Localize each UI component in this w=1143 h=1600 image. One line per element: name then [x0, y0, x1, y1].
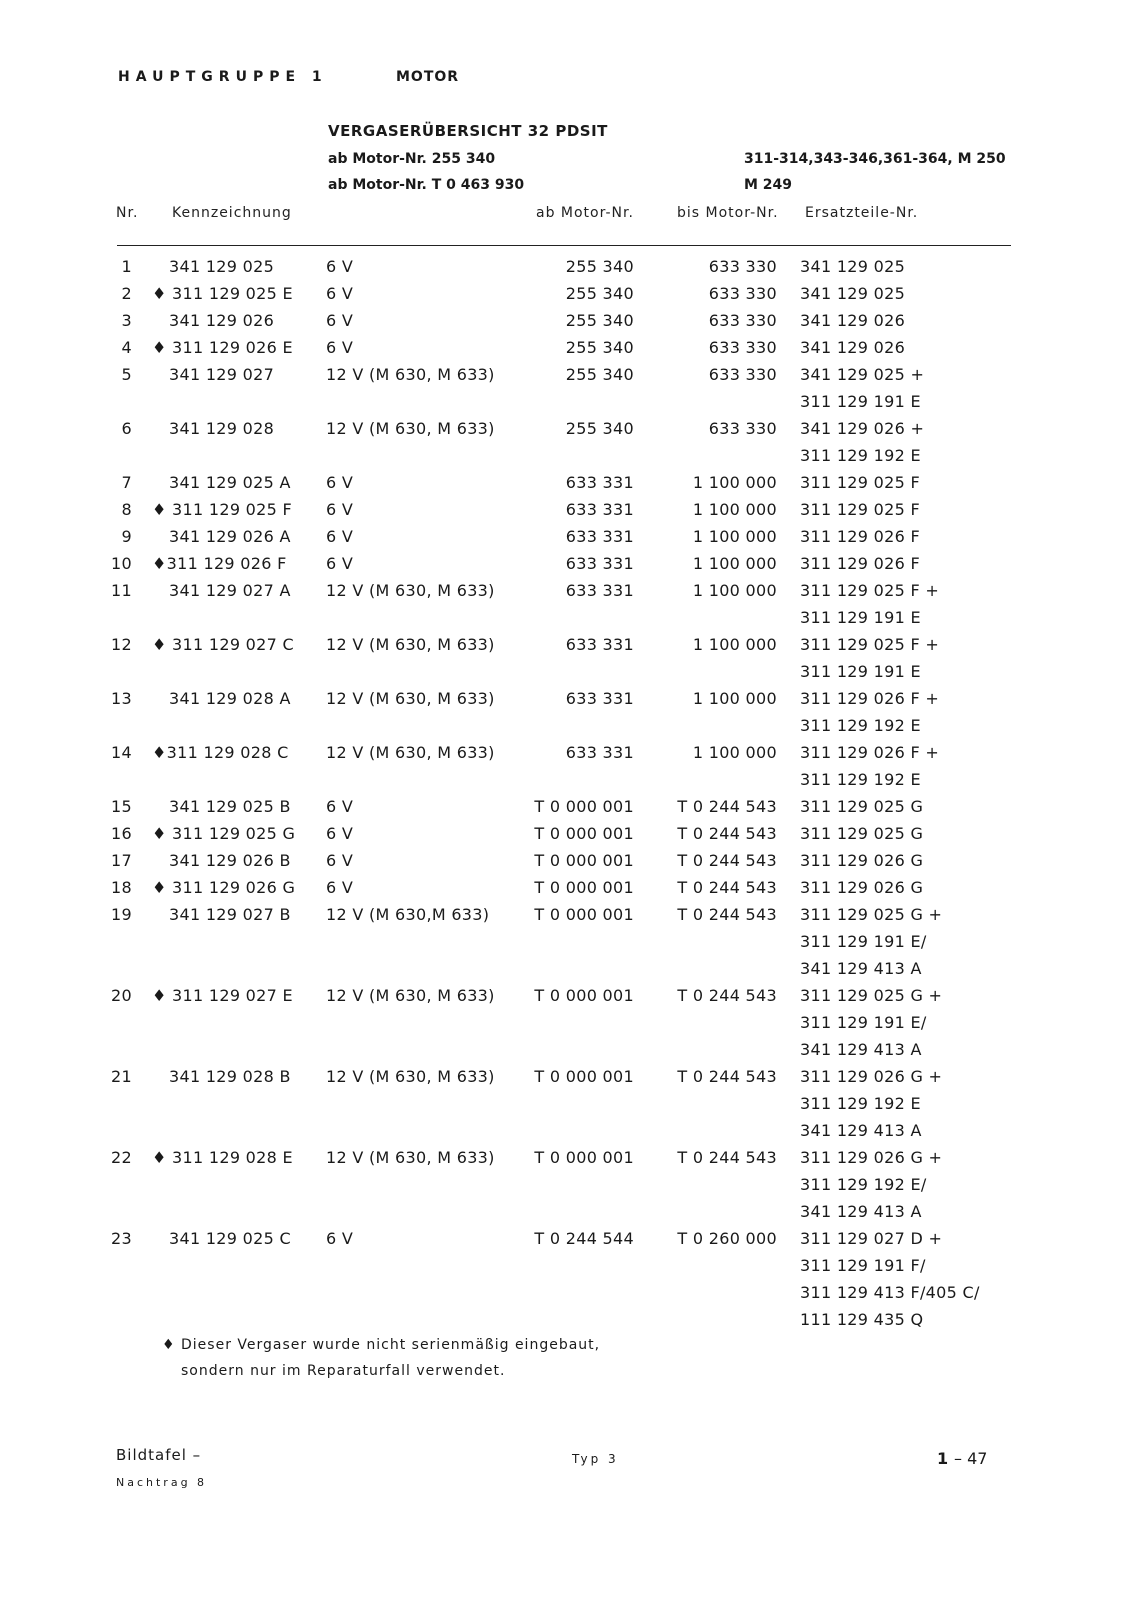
table-row [0, 851, 1143, 878]
ersatzteile-nr: 311 129 191 E [800, 662, 921, 681]
ersatzteile-nr: 341 129 026 [800, 311, 906, 330]
ersatzteile-nr: 311 129 025 G + [800, 905, 943, 924]
row-number: 21 [111, 1067, 132, 1086]
voltage: 6 V [326, 851, 354, 870]
engine-codes-1: 311-314,343-346,361-364, M 250 [744, 151, 1006, 167]
kennzeichnung: 341 129 026 A [169, 527, 291, 546]
bis-motor-nr: T 0 244 543 [677, 824, 777, 843]
kennzeichnung: ♦ 311 129 025 G [152, 824, 296, 843]
col-kennzeichnung: Kennzeichnung [172, 205, 292, 221]
row-number: 1 [121, 257, 132, 276]
ab-motor-nr: 255 340 [565, 311, 634, 330]
row-number: 10 [111, 554, 132, 573]
ersatzteile-nr: 311 129 192 E [800, 446, 921, 465]
ersatzteile-nr: 311 129 025 G + [800, 986, 943, 1005]
kennzeichnung: ♦ 311 129 026 G [152, 878, 296, 897]
voltage: 12 V (M 630, M 633) [326, 365, 495, 384]
ab-motor-nr: T 0 244 544 [534, 1229, 634, 1248]
ersatzteile-nr: 311 129 025 F [800, 500, 920, 519]
kennzeichnung: 341 129 025 C [169, 1229, 291, 1248]
row-number: 3 [121, 311, 132, 330]
ersatzteile-nr: 311 129 191 F/ [800, 1256, 926, 1275]
bis-motor-nr: 633 330 [708, 311, 777, 330]
row-number: 9 [121, 527, 132, 546]
kennzeichnung: ♦311 129 026 F [152, 554, 287, 573]
ersatzteile-nr: 311 129 026 G [800, 851, 924, 870]
ersatzteile-nr: 311 129 191 E/ [800, 932, 927, 951]
ersatzteile-nr: 341 129 025 [800, 257, 906, 276]
row-number: 17 [111, 851, 132, 870]
col-ersatzteile: Ersatzteile-Nr. [805, 205, 919, 221]
table-row [0, 1148, 1143, 1229]
row-number: 8 [121, 500, 132, 519]
ersatzteile-nr: 311 129 026 F + [800, 743, 940, 762]
ab-motor-nr: T 0 000 001 [534, 878, 634, 897]
row-number: 4 [121, 338, 132, 357]
kennzeichnung: ♦ 311 129 026 E [152, 338, 293, 357]
kennzeichnung: 341 129 027 B [169, 905, 291, 924]
document-title: VERGASERÜBERSICHT 32 PDSIT [328, 122, 608, 140]
row-number: 13 [111, 689, 132, 708]
voltage: 12 V (M 630, M 633) [326, 419, 495, 438]
table-row [0, 1067, 1143, 1148]
header-rule [117, 245, 1011, 246]
ab-motor-nr: T 0 000 001 [534, 797, 634, 816]
bis-motor-nr: T 0 244 543 [677, 986, 777, 1005]
table-row [0, 338, 1143, 365]
row-number: 20 [111, 986, 132, 1005]
kennzeichnung: 341 129 027 [169, 365, 275, 384]
ersatzteile-nr: 311 129 025 F + [800, 635, 940, 654]
kennzeichnung: 341 129 026 B [169, 851, 291, 870]
kennzeichnung: ♦ 311 129 025 E [152, 284, 293, 303]
table-row [0, 986, 1143, 1067]
table-row [0, 257, 1143, 284]
ersatzteile-nr: 311 129 026 F + [800, 689, 940, 708]
ab-motor-nr: T 0 000 001 [534, 1067, 634, 1086]
table-row [0, 473, 1143, 500]
footnote-line-1: ♦ Dieser Vergaser wurde nicht serienmäßig eingebaut, [162, 1337, 601, 1353]
voltage: 12 V (M 630, M 633) [326, 635, 495, 654]
ab-motor-nr: 633 331 [565, 500, 634, 519]
row-number: 14 [111, 743, 132, 762]
voltage: 6 V [326, 338, 354, 357]
table-row [0, 635, 1143, 689]
bis-motor-nr: T 0 244 543 [677, 851, 777, 870]
bis-motor-nr: T 0 260 000 [677, 1229, 777, 1248]
ab-motor-nr: T 0 000 001 [534, 824, 634, 843]
ab-motor-nr: 255 340 [565, 257, 634, 276]
ab-motor-nr: T 0 000 001 [534, 905, 634, 924]
col-bis-motor: bis Motor-Nr. [677, 205, 779, 221]
voltage: 6 V [326, 257, 354, 276]
ersatzteile-nr: 311 129 025 G [800, 797, 924, 816]
ersatzteile-nr: 311 129 026 F [800, 554, 920, 573]
table-row [0, 365, 1143, 419]
engine-codes-2: M 249 [744, 177, 793, 193]
bis-motor-nr: 1 100 000 [692, 581, 777, 600]
col-nr: Nr. [116, 205, 139, 221]
ersatzteile-nr: 311 129 192 E [800, 1094, 921, 1113]
group-heading: HAUPTGRUPPE 1 [118, 69, 328, 85]
kennzeichnung: ♦ 311 129 027 E [152, 986, 293, 1005]
kennzeichnung: 341 129 025 [169, 257, 275, 276]
kennzeichnung: 341 129 027 A [169, 581, 291, 600]
ersatzteile-nr: 311 129 191 E/ [800, 1013, 927, 1032]
ab-motor-nr: 255 340 [565, 365, 634, 384]
table-row [0, 824, 1143, 851]
bis-motor-nr: T 0 244 543 [677, 1148, 777, 1167]
table-row [0, 554, 1143, 581]
kennzeichnung: 341 129 028 A [169, 689, 291, 708]
bis-motor-nr: T 0 244 543 [677, 1067, 777, 1086]
kennzeichnung: ♦311 129 028 C [152, 743, 289, 762]
bis-motor-nr: 1 100 000 [692, 500, 777, 519]
motor-range-2: ab Motor-Nr. T 0 463 930 [328, 177, 525, 193]
ab-motor-nr: 633 331 [565, 554, 634, 573]
voltage: 6 V [326, 311, 354, 330]
ersatzteile-nr: 341 129 413 A [800, 1202, 922, 1221]
ersatzteile-nr: 111 129 435 Q [800, 1310, 924, 1329]
ersatzteile-nr: 311 129 025 G [800, 824, 924, 843]
table-row [0, 581, 1143, 635]
bis-motor-nr: 633 330 [708, 284, 777, 303]
ab-motor-nr: 255 340 [565, 419, 634, 438]
ersatzteile-nr: 311 129 027 D + [800, 1229, 943, 1248]
col-ab-motor: ab Motor-Nr. [536, 205, 634, 221]
kennzeichnung: ♦ 311 129 025 F [152, 500, 293, 519]
table-row [0, 743, 1143, 797]
row-number: 15 [111, 797, 132, 816]
page-number-major: 1 [937, 1449, 949, 1468]
footer-bildtafel: Bildtafel – [116, 1446, 202, 1464]
ersatzteile-nr: 341 129 025 + [800, 365, 925, 384]
row-number: 5 [121, 365, 132, 384]
ab-motor-nr: 633 331 [565, 581, 634, 600]
ersatzteile-nr: 311 129 026 G + [800, 1067, 943, 1086]
table-row [0, 878, 1143, 905]
motor-range-1: ab Motor-Nr. 255 340 [328, 151, 496, 167]
ab-motor-nr: 633 331 [565, 689, 634, 708]
bis-motor-nr: 1 100 000 [692, 743, 777, 762]
voltage: 6 V [326, 527, 354, 546]
table-row [0, 689, 1143, 743]
ersatzteile-nr: 311 129 192 E/ [800, 1175, 927, 1194]
ab-motor-nr: 633 331 [565, 743, 634, 762]
bis-motor-nr: 1 100 000 [692, 473, 777, 492]
row-number: 18 [111, 878, 132, 897]
voltage: 12 V (M 630, M 633) [326, 1067, 495, 1086]
ersatzteile-nr: 311 129 192 E [800, 716, 921, 735]
kennzeichnung: ♦ 311 129 028 E [152, 1148, 293, 1167]
row-number: 6 [121, 419, 132, 438]
voltage: 12 V (M 630, M 633) [326, 581, 495, 600]
ersatzteile-nr: 311 129 026 F [800, 527, 920, 546]
footnote-line-2: sondern nur im Reparaturfall verwendet. [181, 1363, 506, 1379]
ersatzteile-nr: 341 129 413 A [800, 1121, 922, 1140]
voltage: 6 V [326, 500, 354, 519]
voltage: 6 V [326, 1229, 354, 1248]
page-number-minor: – 47 [954, 1449, 988, 1468]
voltage: 12 V (M 630, M 633) [326, 689, 495, 708]
table-row [0, 500, 1143, 527]
voltage: 6 V [326, 554, 354, 573]
voltage: 12 V (M 630, M 633) [326, 986, 495, 1005]
ersatzteile-nr: 341 129 026 + [800, 419, 925, 438]
ersatzteile-nr: 311 129 191 E [800, 608, 921, 627]
bis-motor-nr: 1 100 000 [692, 527, 777, 546]
kennzeichnung: 341 129 025 A [169, 473, 291, 492]
bis-motor-nr: T 0 244 543 [677, 878, 777, 897]
table-row [0, 905, 1143, 986]
ersatzteile-nr: 311 129 413 F/405 C/ [800, 1283, 980, 1302]
bis-motor-nr: 1 100 000 [692, 689, 777, 708]
section-heading: MOTOR [396, 69, 460, 85]
kennzeichnung: 341 129 025 B [169, 797, 291, 816]
voltage: 6 V [326, 284, 354, 303]
voltage: 12 V (M 630, M 633) [326, 1148, 495, 1167]
ersatzteile-nr: 341 129 025 [800, 284, 906, 303]
row-number: 7 [121, 473, 132, 492]
voltage: 12 V (M 630,M 633) [326, 905, 490, 924]
ab-motor-nr: T 0 000 001 [534, 1148, 634, 1167]
row-number: 19 [111, 905, 132, 924]
row-number: 12 [111, 635, 132, 654]
row-number: 22 [111, 1148, 132, 1167]
voltage: 6 V [326, 878, 354, 897]
ab-motor-nr: T 0 000 001 [534, 851, 634, 870]
kennzeichnung: 341 129 026 [169, 311, 275, 330]
ersatzteile-nr: 341 129 413 A [800, 1040, 922, 1059]
kennzeichnung: 341 129 028 [169, 419, 275, 438]
ersatzteile-nr: 311 129 026 G [800, 878, 924, 897]
kennzeichnung: ♦ 311 129 027 C [152, 635, 294, 654]
kennzeichnung: 341 129 028 B [169, 1067, 291, 1086]
voltage: 6 V [326, 797, 354, 816]
ersatzteile-nr: 341 129 026 [800, 338, 906, 357]
bis-motor-nr: 633 330 [708, 365, 777, 384]
ersatzteile-nr: 341 129 413 A [800, 959, 922, 978]
bis-motor-nr: 633 330 [708, 257, 777, 276]
bis-motor-nr: 633 330 [708, 419, 777, 438]
ersatzteile-nr: 311 129 025 F [800, 473, 920, 492]
ab-motor-nr: 633 331 [565, 635, 634, 654]
ab-motor-nr: 255 340 [565, 284, 634, 303]
table-row [0, 797, 1143, 824]
footer-nachtrag: Nachtrag 8 [116, 1476, 208, 1489]
ab-motor-nr: 633 331 [565, 473, 634, 492]
bis-motor-nr: 1 100 000 [692, 554, 777, 573]
ersatzteile-nr: 311 129 025 F + [800, 581, 940, 600]
table-row [0, 527, 1143, 554]
bis-motor-nr: T 0 244 543 [677, 797, 777, 816]
row-number: 16 [111, 824, 132, 843]
row-number: 2 [121, 284, 132, 303]
ab-motor-nr: T 0 000 001 [534, 986, 634, 1005]
ersatzteile-nr: 311 129 026 G + [800, 1148, 943, 1167]
ersatzteile-nr: 311 129 191 E [800, 392, 921, 411]
ab-motor-nr: 255 340 [565, 338, 634, 357]
table-row [0, 311, 1143, 338]
bis-motor-nr: 633 330 [708, 338, 777, 357]
table-row [0, 284, 1143, 311]
row-number: 11 [111, 581, 132, 600]
ersatzteile-nr: 311 129 192 E [800, 770, 921, 789]
row-number: 23 [111, 1229, 132, 1248]
footer-typ: Typ 3 [572, 1452, 619, 1466]
bis-motor-nr: 1 100 000 [692, 635, 777, 654]
ab-motor-nr: 633 331 [565, 527, 634, 546]
bis-motor-nr: T 0 244 543 [677, 905, 777, 924]
voltage: 6 V [326, 824, 354, 843]
voltage: 6 V [326, 473, 354, 492]
table-row [0, 1229, 1143, 1337]
table-row [0, 419, 1143, 473]
voltage: 12 V (M 630, M 633) [326, 743, 495, 762]
